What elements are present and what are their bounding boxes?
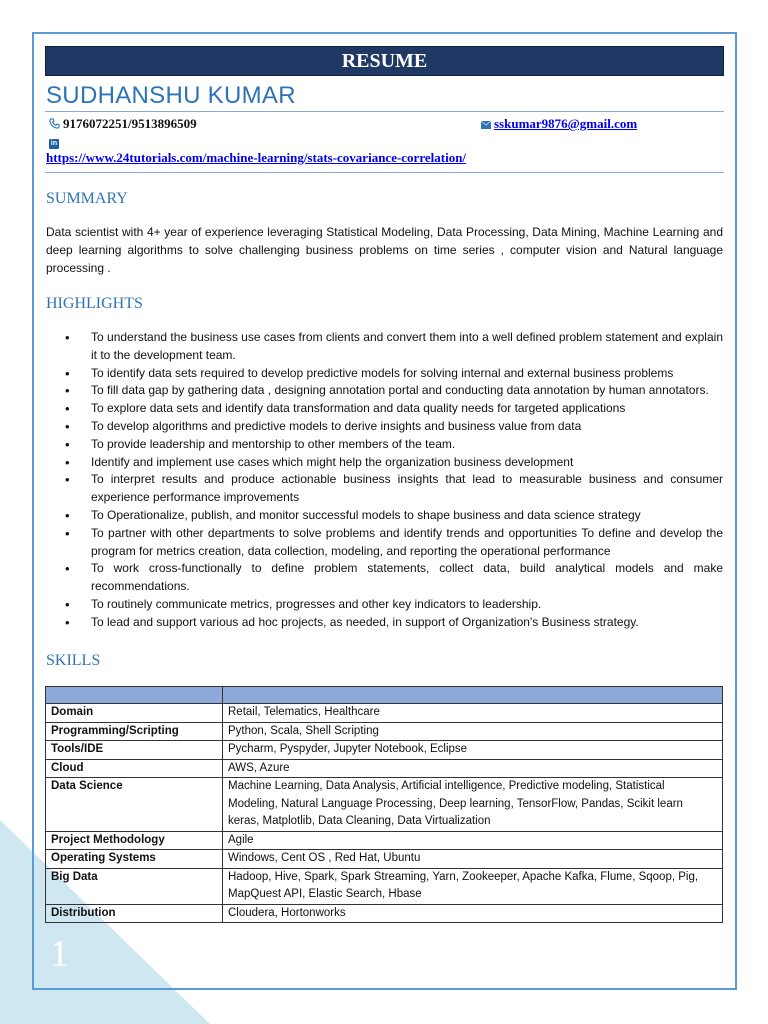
skills-table <box>45 686 723 923</box>
skill-category: Project Methodology <box>46 831 223 850</box>
resume-banner: RESUME <box>45 46 724 76</box>
skill-values: Machine Learning, Data Analysis, Artificial intelligence, Predictive modeling, Statistical Modeling, Natural Language Processing, Deep learning, TensorFlow, Pandas, Scikit learn keras, Matplotlib, Data Cleaning, Data Virtualization <box>223 778 723 832</box>
table-row <box>46 850 723 869</box>
skills-heading: SKILLS <box>46 652 101 669</box>
skill-values: Python, Scala, Shell Scripting <box>223 722 723 741</box>
skill-category: Big Data <box>46 868 223 904</box>
highlight-item: • To partner with other departments to solve problems and identify trends and opportunities To define and develop the program for metrics creation, data collection, modeling, and reporting the operational performance <box>46 525 723 561</box>
skill-values: Agile <box>223 831 723 850</box>
highlight-item: • To interpret results and produce actionable business insights that lead to measurable business and consumer experience performance improvements <box>46 471 723 507</box>
highlight-item: • To develop algorithms and predictive models to derive insights and business value from data <box>46 418 723 436</box>
highlight-item: • To understand the business use cases from clients and convert them into a well defined problem statement and explain it to the development team. <box>46 329 723 365</box>
table-header-cell <box>46 687 223 704</box>
table-row <box>46 778 723 832</box>
skill-values: Hadoop, Hive, Spark, Spark Streaming, Yarn, Zookeeper, Apache Kafka, Flume, Sqoop, Pig, MapQuest API, Elastic Search, Hbase <box>223 868 723 904</box>
summary-heading: SUMMARY <box>46 190 128 207</box>
table-row <box>46 741 723 760</box>
skill-values: Retail, Telematics, Healthcare <box>223 704 723 723</box>
highlight-item: • Identify and implement use cases which might help the organization business development <box>46 454 723 472</box>
skill-category: Programming/Scripting <box>46 722 223 741</box>
skill-category: Domain <box>46 704 223 723</box>
highlight-item: • To Operationalize, publish, and monitor successful models to shape business and data science strategy <box>46 507 723 525</box>
phone-numbers: 9176072251/9513896509 <box>63 116 197 131</box>
highlights-heading: HIGHLIGHTS <box>46 295 143 312</box>
table-row <box>46 831 723 850</box>
skill-category: Data Science <box>46 778 223 832</box>
skill-category: Operating Systems <box>46 850 223 869</box>
summary-text: Data scientist with 4+ year of experience leveraging Statistical Modeling, Data Processing, Data Mining, Machine Learning and deep learning algorithms to solve challenging business problems on time series , computer vision and Natural language processing . <box>46 225 723 275</box>
page-number: 1 <box>50 933 69 975</box>
table-row <box>46 868 723 904</box>
skill-category: Distribution <box>46 904 223 923</box>
skill-values: Cloudera, Hortonworks <box>223 904 723 923</box>
highlight-item: • To fill data gap by gathering data , designing annotation portal and conducting data annotation by human annotators. <box>46 382 723 400</box>
email-link[interactable]: sskumar9876@gmail.com <box>494 116 638 131</box>
table-row <box>46 722 723 741</box>
skill-values: Pycharm, Pyspyder, Jupyter Notebook, Eclipse <box>223 741 723 760</box>
highlight-item: • To provide leadership and mentorship to other members of the team. <box>46 436 723 454</box>
skill-values: AWS, Azure <box>223 759 723 778</box>
tutorial-url-link[interactable]: https://www.24tutorials.com/machine-learning/stats-covariance-correlation/ <box>46 150 467 165</box>
linkedin-icon: in <box>50 140 58 147</box>
table-row <box>46 704 723 723</box>
highlight-item: • To identify data sets required to develop predictive models for solving internal and external business problems <box>46 365 723 383</box>
highlight-item: • To explore data sets and identify data transformation and data quality needs for targeted applications <box>46 400 723 418</box>
name-divider <box>45 111 724 112</box>
table-row <box>46 759 723 778</box>
highlights-list <box>46 329 723 632</box>
url-row <box>46 150 466 166</box>
email-row <box>481 116 637 133</box>
skill-category: Tools/IDE <box>46 741 223 760</box>
table-header-cell <box>223 687 723 704</box>
table-row <box>46 904 723 923</box>
contact-divider <box>45 172 724 173</box>
highlight-item: • To routinely communicate metrics, progresses and other key indicators to leadership. <box>46 596 723 614</box>
envelope-icon <box>481 117 491 133</box>
skill-values: Windows, Cent OS , Red Hat, Ubuntu <box>223 850 723 869</box>
table-header-row <box>46 687 723 704</box>
phone-icon <box>49 117 60 133</box>
highlight-item: • To work cross-functionally to define problem statements, collect data, build analytical models and make recommendations. <box>46 560 723 596</box>
phone-row <box>49 116 197 133</box>
candidate-name: SUDHANSHU KUMAR <box>46 82 296 109</box>
skill-category: Cloud <box>46 759 223 778</box>
highlight-item: • To lead and support various ad hoc projects, as needed, in support of Organization's Business strategy. <box>46 614 723 632</box>
